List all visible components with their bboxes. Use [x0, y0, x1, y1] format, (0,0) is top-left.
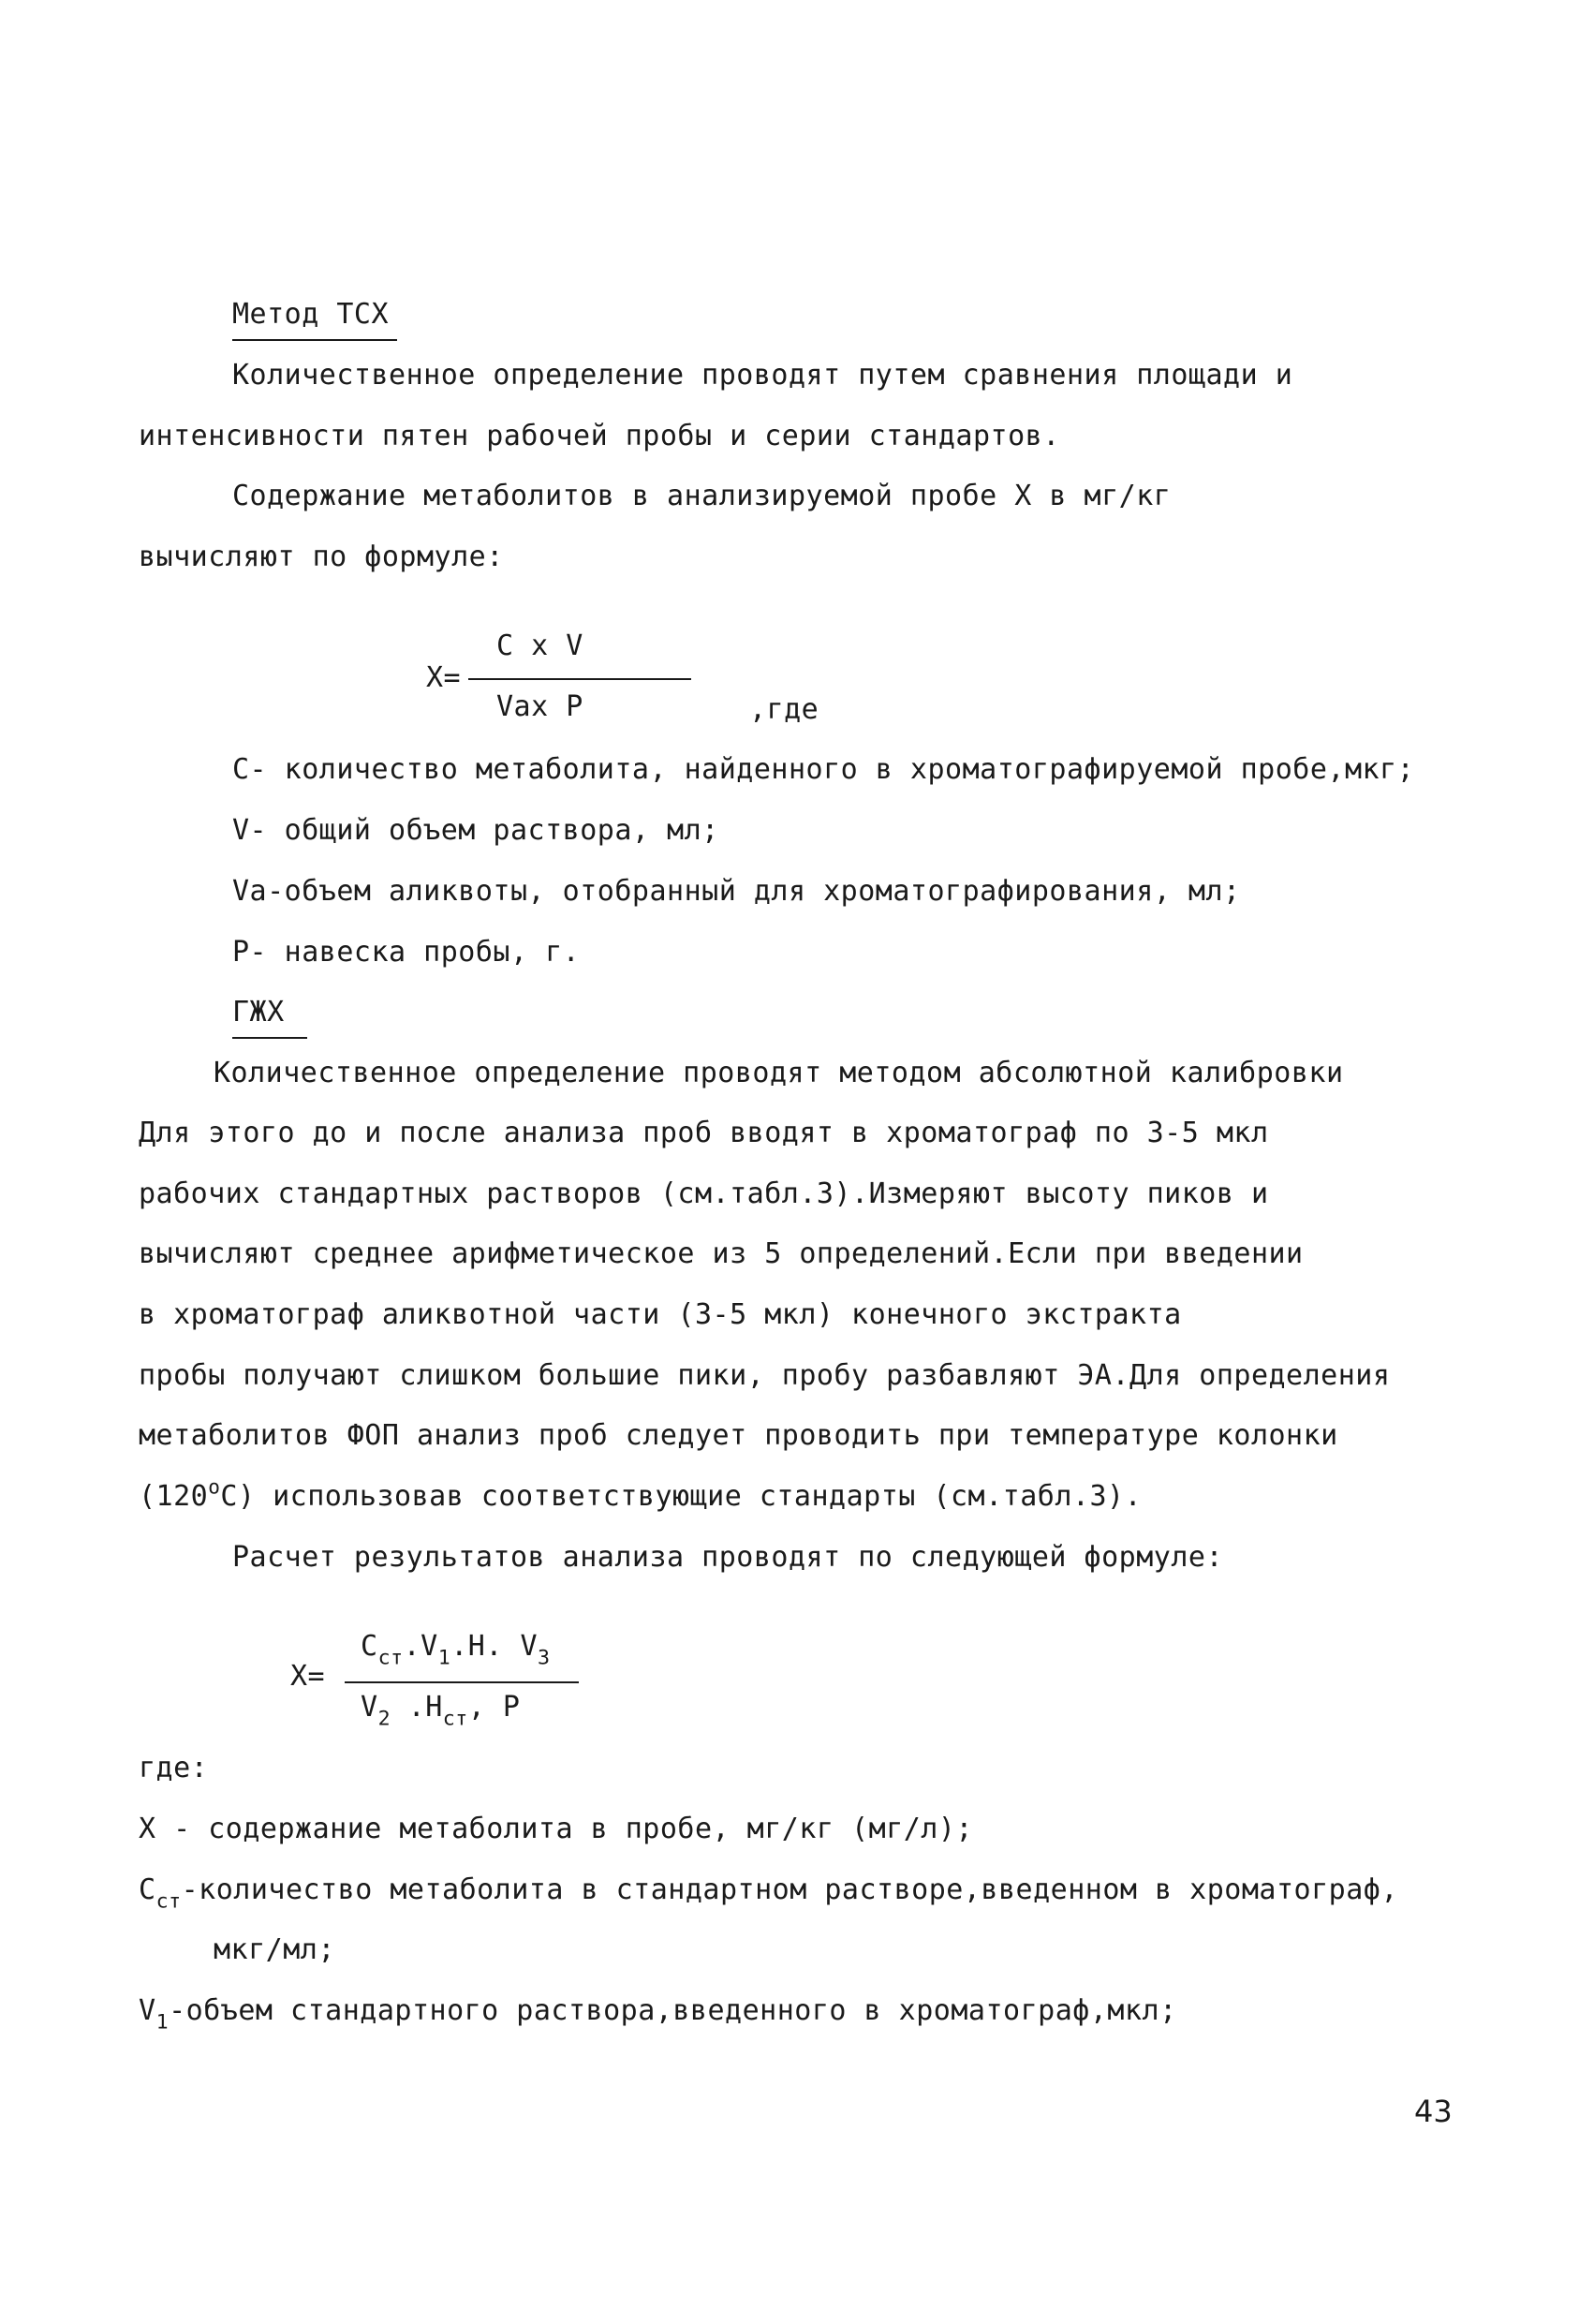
paragraph-line: Содержание метаболитов в анализируемой пробе Х в мг/кг — [232, 480, 1172, 512]
heading-underline — [232, 1037, 307, 1039]
definition-line: $С_{ст}$-количество метаболита в стандартном растворе,введенном в хроматограф, — [139, 1873, 1398, 1914]
paragraph-line: в хроматограф аликвотной части (3-5 мкл) конечного экстракта — [139, 1298, 1182, 1331]
paragraph-line: интенсивности пятен рабочей пробы и серии стандартов. — [139, 420, 1060, 452]
section-heading-tsx: Метод ТСХ — [232, 298, 390, 331]
definition-line: $V_1$-объем стандартного раствора,введенного в хроматограф,мкл; — [139, 1994, 1177, 2035]
paragraph-line: Расчет результатов анализа проводят по следующей формуле: — [232, 1541, 1224, 1574]
definition-line: X - содержание метаболита в пробе, мг/кг (мг/л); — [139, 1813, 973, 1845]
formula-denominator: $V_2$ $.H_{ст}$, P — [361, 1691, 521, 1731]
formula-numerator: $C_{ст}.V_1.H$. $V_3$ — [361, 1630, 551, 1670]
section-heading-gzhkh: ГЖХ — [232, 996, 285, 1029]
paragraph-line: Количественное определение проводят путем сравнения площади и — [232, 359, 1293, 392]
formula-lhs: X= — [290, 1660, 326, 1693]
paragraph-line: вычисляют среднее арифметическое из 5 определений.Если при введении — [139, 1237, 1304, 1270]
formula-suffix: ,где — [749, 693, 819, 726]
definition-line: P- навеска пробы, г. — [232, 936, 581, 969]
formula-numerator: C x V — [496, 629, 583, 662]
paragraph-line: рабочих стандартных растворов (см.табл.3).Измеряют высоту пиков и — [139, 1177, 1269, 1210]
paragraph-line: (120$^o$С) использовав соответствующие стандарты (см.табл.3). — [139, 1475, 1143, 1513]
fraction-bar — [345, 1681, 579, 1683]
page-number: 43 — [1414, 2094, 1453, 2129]
definition-line: мкг/мл; — [214, 1933, 335, 1966]
paragraph-line: вычисляют по формуле: — [139, 540, 504, 573]
formula-denominator: Vax P — [496, 690, 583, 723]
heading-underline — [232, 339, 397, 341]
paragraph-line: Количественное определение проводят методом абсолютной калибровки — [214, 1057, 1344, 1089]
definition-line: V- общий объем раствора, мл; — [232, 814, 719, 847]
paragraph-line: Для этого до и после анализа проб вводят в хроматограф по 3-5 мкл — [139, 1117, 1269, 1149]
paragraph-line: метаболитов ФОП анализ проб следует проводить при температуре колонки — [139, 1419, 1338, 1452]
definition-line: Va-объем аликвоты, отобранный для хроматографирования, мл; — [232, 875, 1241, 908]
fraction-bar — [468, 678, 691, 680]
definition-line: С- количество метаболита, найденного в хроматографируемой пробе,мкг; — [232, 753, 1415, 786]
formula-lhs: X= — [426, 661, 462, 694]
paragraph-line: пробы получают слишком большие пики, пробу разбавляют ЭА.Для определения — [139, 1359, 1391, 1392]
where-label: где: — [139, 1752, 209, 1784]
